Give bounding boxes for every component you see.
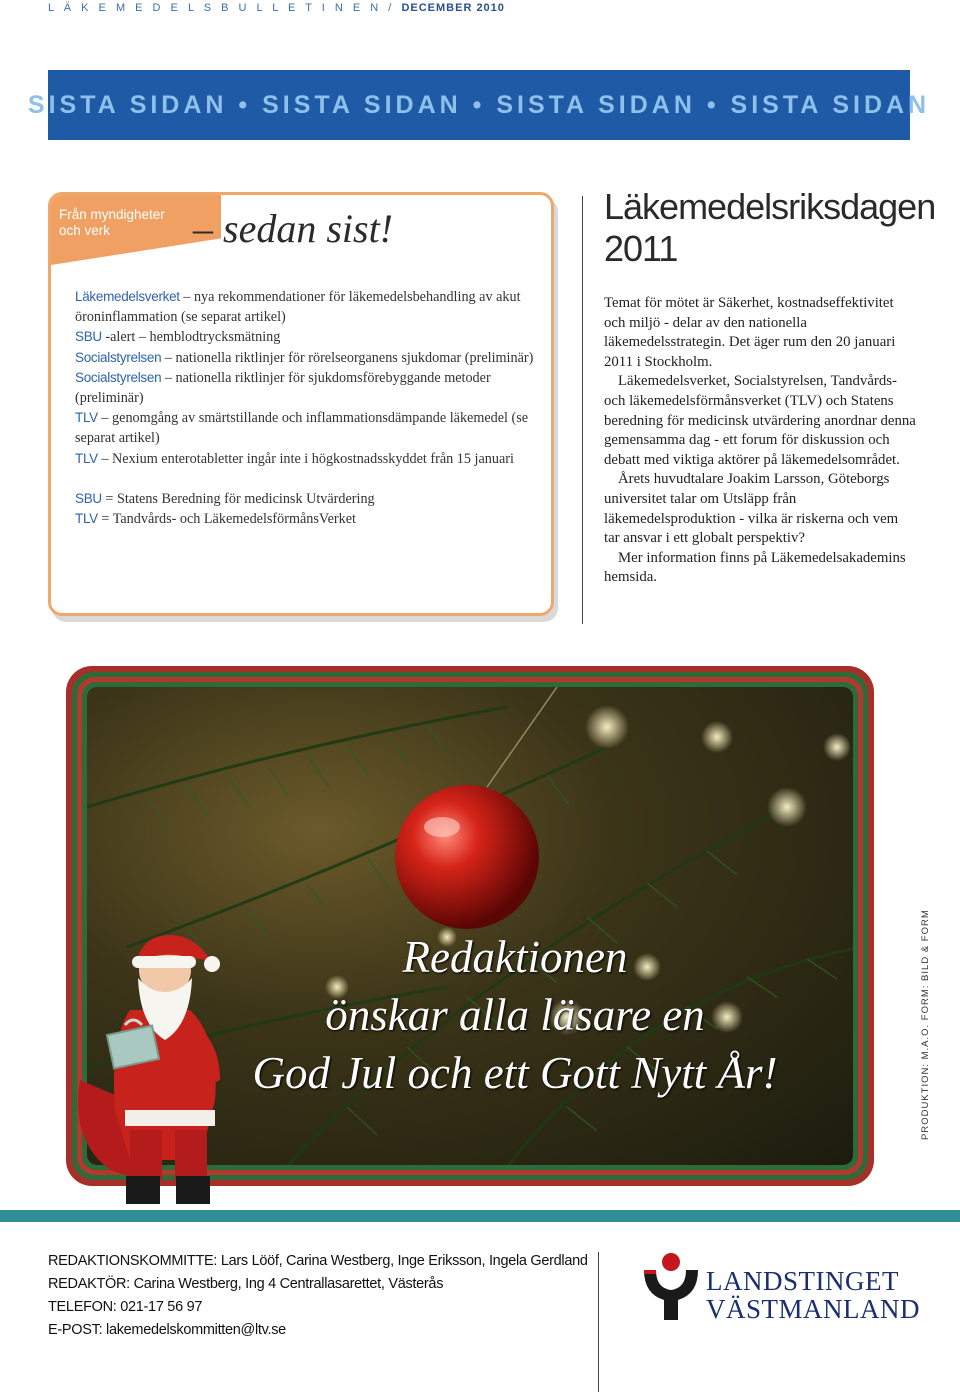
news-item bbox=[75, 348, 545, 368]
greeting-line-3: God Jul och ett Gott Nytt År! bbox=[252, 1048, 778, 1098]
greeting-line-1: Redaktionen bbox=[402, 932, 628, 982]
production-credit: PRODUKTION: M.A.O. FORM: BILD & FORM bbox=[920, 909, 931, 1140]
news-item-text: – nya rekommendationer för läkemedelsbehandling av akut öroninflammation (se separat artikel) bbox=[75, 289, 521, 326]
article-title-line-1: Läkemedelsriksdagen bbox=[604, 186, 936, 227]
tab-line-1: Från myndigheter bbox=[59, 207, 165, 222]
abbreviation bbox=[75, 489, 545, 509]
abbreviation-text: = Tandvårds- och LäkemedelsförmånsVerket bbox=[97, 511, 356, 528]
logo-word-2: VÄSTMANLAND bbox=[706, 1294, 920, 1324]
article-body bbox=[604, 294, 916, 588]
news-item-text: – Nexium enterotabletter ingår inte i högkostnadsskyddet från 15 januari bbox=[97, 450, 514, 467]
news-item-text: -alert – hemblodtrycksmätning bbox=[105, 329, 281, 346]
publication-name: L Ä K E M E D E L S B U L L E T I N E N / bbox=[48, 2, 395, 14]
footer-divider bbox=[598, 1252, 599, 1392]
article-title-line-2: 2011 bbox=[604, 228, 678, 269]
news-box-heading: – sedan sist! bbox=[193, 206, 393, 251]
article-paragraph: Årets huvudtalare Joakim Larsson, Göteborgs universitet talar om Utsläpp från läkemedelsproduktion - vilka är riskerna och vem tar ansvar i ett globalt perspektiv? bbox=[604, 471, 899, 547]
news-item-org: Socialstyrelsen bbox=[75, 369, 162, 385]
running-head bbox=[48, 2, 505, 14]
christmas-ornament bbox=[395, 785, 539, 929]
news-item-text: – nationella riktlinjer för rörelseorganens sjukdomar (preliminär) bbox=[161, 349, 534, 366]
news-item-org: Socialstyrelsen bbox=[75, 349, 162, 365]
news-item-org: TLV bbox=[75, 410, 98, 426]
news-item bbox=[75, 408, 545, 448]
landstinget-emblem-icon bbox=[640, 1250, 702, 1324]
footer-bar bbox=[0, 1210, 960, 1222]
santa-claus-illustration bbox=[70, 930, 240, 1215]
article-paragraph: Temat för mötet är Säkerhet, kostnadseffektivitet och miljö - delar av den nationella läkemedelsstrategin. Det äger rum den 20 januari 2011 i Stockholm. bbox=[604, 295, 896, 370]
abbreviation-org: TLV bbox=[75, 511, 98, 527]
column-divider bbox=[582, 196, 583, 624]
news-item-text: – genomgång av smärtstillande och inflammationsdämpande läkemedel (se separat artikel) bbox=[75, 410, 529, 447]
news-item-org: Läkemedelsverket bbox=[75, 289, 180, 304]
article-paragraph: Mer information finns på Läkemedelsakademins hemsida. bbox=[604, 549, 906, 586]
masthead bbox=[48, 1250, 588, 1342]
article-title bbox=[604, 186, 936, 270]
news-item-org: TLV bbox=[75, 450, 98, 466]
greeting-line-2: önskar alla läsare en bbox=[325, 990, 705, 1040]
section-banner bbox=[27, 70, 931, 140]
tab-line-2: och verk bbox=[59, 223, 111, 238]
news-item-org: SBU bbox=[75, 329, 102, 345]
landstinget-logo bbox=[640, 1250, 920, 1330]
holiday-greeting bbox=[190, 928, 840, 1102]
news-item-text: – nationella riktlinjer för sjukdomsförebyggande metoder (preliminär) bbox=[75, 369, 491, 407]
logo-word-1: LANDSTINGET bbox=[706, 1266, 899, 1296]
banner-text: SISTA SIDAN • SISTA SIDAN • SISTA SIDAN • SISTA SIDAN bbox=[27, 90, 931, 119]
abbreviation-text: = Statens Beredning för medicinsk Utvärdering bbox=[101, 490, 375, 507]
news-item bbox=[75, 368, 545, 408]
editorial-committee: REDAKTIONSKOMMITTE: Lars Lööf, Carina Westberg, Inge Eriksson, Ingela Gerdland bbox=[48, 1253, 588, 1269]
news-tab-label bbox=[59, 207, 165, 239]
issue-date: DECEMBER 2010 bbox=[401, 2, 505, 14]
news-item bbox=[75, 449, 545, 469]
article bbox=[604, 186, 936, 588]
abbreviation bbox=[75, 509, 545, 529]
news-item bbox=[75, 327, 545, 347]
news-item bbox=[75, 287, 545, 327]
email: E-POST: lakemedelskommitten@ltv.se bbox=[48, 1322, 286, 1338]
abbreviation-org: SBU bbox=[75, 490, 102, 506]
editor: REDAKTÖR: Carina Westberg, Ing 4 Centrallasarettet, Västerås bbox=[48, 1276, 444, 1292]
news-list bbox=[75, 287, 545, 529]
news-box bbox=[48, 192, 554, 616]
article-paragraph: Läkemedelsverket, Socialstyrelsen, Tandvårds- och läkemedelsförmånsverket (TLV) och Statens beredning för medicinsk utvärdering anordnar denna gemensamma dag - ett forum för diskussion och debatt med viktiga aktörer på läkemedelsområdet. bbox=[604, 373, 916, 468]
phone: TELEFON: 021-17 56 97 bbox=[48, 1299, 203, 1315]
